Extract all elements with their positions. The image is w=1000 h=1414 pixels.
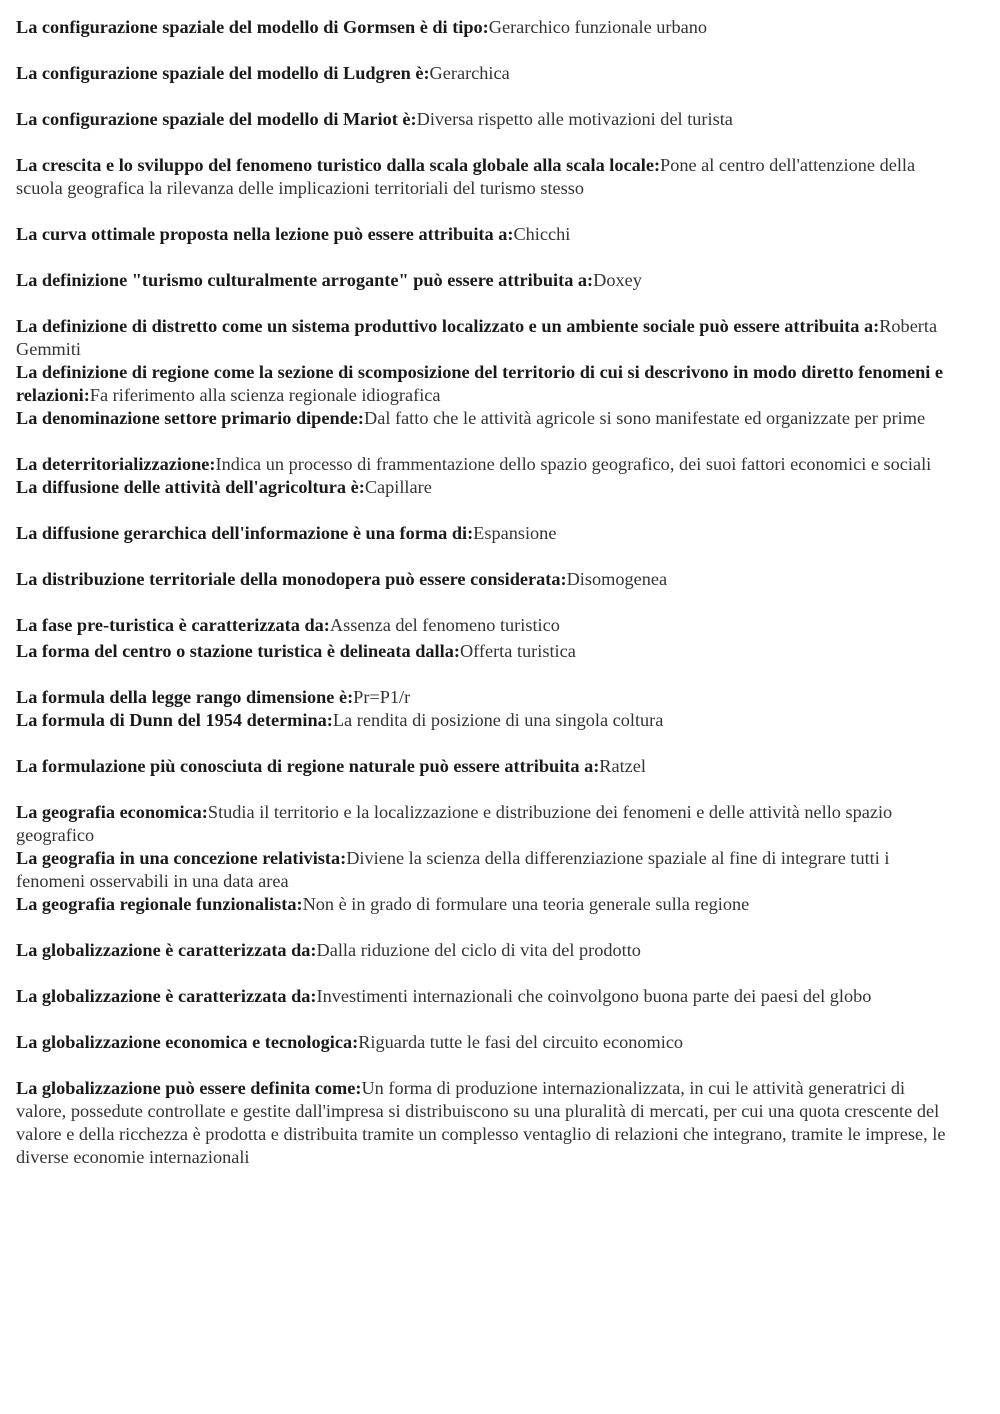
answer-text: La rendita di posizione di una singola coltura (332, 710, 664, 730)
qa-entry (16, 361, 951, 407)
question-text: La definizione "turismo culturalmente arrogante" può essere attribuita a: (16, 270, 594, 290)
question-text: La fase pre-turistica è caratterizzata da: (16, 615, 330, 635)
answer-text: Diviene la scienza della differenziazione spaziale al fine di integrare tutti i fenomeni osservabili in una data area (16, 848, 890, 891)
answer-text: Gerarchica (429, 63, 510, 83)
qa-entry (16, 709, 951, 732)
qa-entry (16, 1077, 951, 1169)
qa-entry (16, 985, 951, 1008)
answer-text: Un forma di produzione internazionalizzata, in cui le attività generatrici di valore, possedute controllate e gestite dall'impresa si distribuiscono su una pluralità di mercati, per cui una quota crescente del valore e della ricchezza è prodotta e distribuita tramite un complesso ventaglio di relazioni che integrano, tramite le imprese, le diverse economie internazionali (16, 1078, 946, 1167)
document-page (16, 16, 951, 1169)
qa-entry (16, 269, 951, 292)
qa-entry (16, 16, 951, 39)
answer-text: Pone al centro dell'attenzione della scuola geografica la rilevanza delle implicazioni territoriali del turismo stesso (16, 155, 916, 198)
question-text: La diffusione delle attività dell'agricoltura è: (16, 477, 365, 497)
question-text: La globalizzazione è caratterizzata da: (16, 940, 317, 960)
question-text: La globalizzazione economica e tecnologica: (16, 1032, 359, 1052)
question-text: La crescita e lo sviluppo del fenomeno turistico dalla scala globale alla scala locale: (16, 155, 661, 175)
qa-entry (16, 522, 951, 545)
question-text: La configurazione spaziale del modello di Mariot è: (16, 109, 417, 129)
qa-entry (16, 801, 951, 847)
answer-text: Dal fatto che le attività agricole si sono manifestate ed organizzate per prime (364, 408, 926, 428)
qa-entry (16, 640, 951, 663)
question-text: La configurazione spaziale del modello di Gormsen è di tipo: (16, 17, 489, 37)
qa-entry (16, 568, 951, 591)
qa-entry (16, 453, 951, 476)
answer-text: Studia il territorio e la localizzazione e distribuzione dei fenomeni e delle attività nello spazio geografico (16, 802, 893, 845)
answer-text: Gerarchico funzionale urbano (488, 17, 708, 37)
qa-entry (16, 154, 951, 200)
qa-entry (16, 476, 951, 499)
answer-text: Indica un processo di frammentazione dello spazio geografico, dei suoi fattori economici e sociali (215, 454, 932, 474)
question-text: La globalizzazione è caratterizzata da: (16, 986, 317, 1006)
qa-entry (16, 62, 951, 85)
qa-entry (16, 847, 951, 893)
answer-text: Chicchi (513, 224, 571, 244)
answer-text: Diversa rispetto alle motivazioni del turista (416, 109, 733, 129)
question-text: La deterritorializzazione: (16, 454, 216, 474)
answer-text: Assenza del fenomeno turistico (329, 615, 560, 635)
question-text: La configurazione spaziale del modello di Ludgren è: (16, 63, 430, 83)
qa-entry (16, 686, 951, 709)
qa-entry (16, 315, 951, 361)
question-text: La forma del centro o stazione turistica è delineata dalla: (16, 641, 460, 661)
qa-entry (16, 407, 951, 430)
answer-text: Fa riferimento alla scienza regionale idiografica (89, 385, 441, 405)
answer-text: Offerta turistica (459, 641, 576, 661)
question-text: La geografia economica: (16, 802, 208, 822)
qa-entry (16, 614, 951, 637)
question-text: La definizione di regione come la sezione di scomposizione del territorio di cui si descrivono in modo diretto fenomeni e relazioni: (16, 362, 944, 405)
qa-entry (16, 893, 951, 916)
answer-text: Pr=P1/r (353, 687, 411, 707)
question-text: La formula di Dunn del 1954 determina: (16, 710, 333, 730)
answer-text: Disomogenea (566, 569, 668, 589)
qa-entry (16, 223, 951, 246)
qa-entry (16, 108, 951, 131)
question-text: La geografia in una concezione relativista: (16, 848, 347, 868)
answer-text: Doxey (593, 270, 642, 290)
question-text: La diffusione gerarchica dell'informazione è una forma di: (16, 523, 474, 543)
question-text: La geografia regionale funzionalista: (16, 894, 303, 914)
answer-text: Ratzel (599, 756, 646, 776)
question-text: La denominazione settore primario dipende: (16, 408, 365, 428)
question-text: La definizione di distretto come un sistema produttivo localizzato e un ambiente sociale può essere attribuita a: (16, 316, 880, 336)
answer-text: Investimenti internazionali che coinvolgono buona parte dei paesi del globo (316, 986, 872, 1006)
question-text: La formulazione più conosciuta di regione naturale può essere attribuita a: (16, 756, 600, 776)
qa-entry (16, 939, 951, 962)
question-text: La formula della legge rango dimensione è: (16, 687, 354, 707)
answer-text: Capillare (364, 477, 432, 497)
answer-text: Riguarda tutte le fasi del circuito economico (358, 1032, 684, 1052)
answer-text: Dalla riduzione del ciclo di vita del prodotto (316, 940, 641, 960)
qa-entry (16, 1031, 951, 1054)
answer-text: Espansione (473, 523, 557, 543)
question-text: La globalizzazione può essere definita come: (16, 1078, 362, 1098)
qa-entry (16, 755, 951, 778)
answer-text: Roberta Gemmiti (16, 316, 938, 359)
question-text: La distribuzione territoriale della monodopera può essere considerata: (16, 569, 567, 589)
question-text: La curva ottimale proposta nella lezione può essere attribuita a: (16, 224, 514, 244)
answer-text: Non è in grado di formulare una teoria generale sulla regione (302, 894, 750, 914)
